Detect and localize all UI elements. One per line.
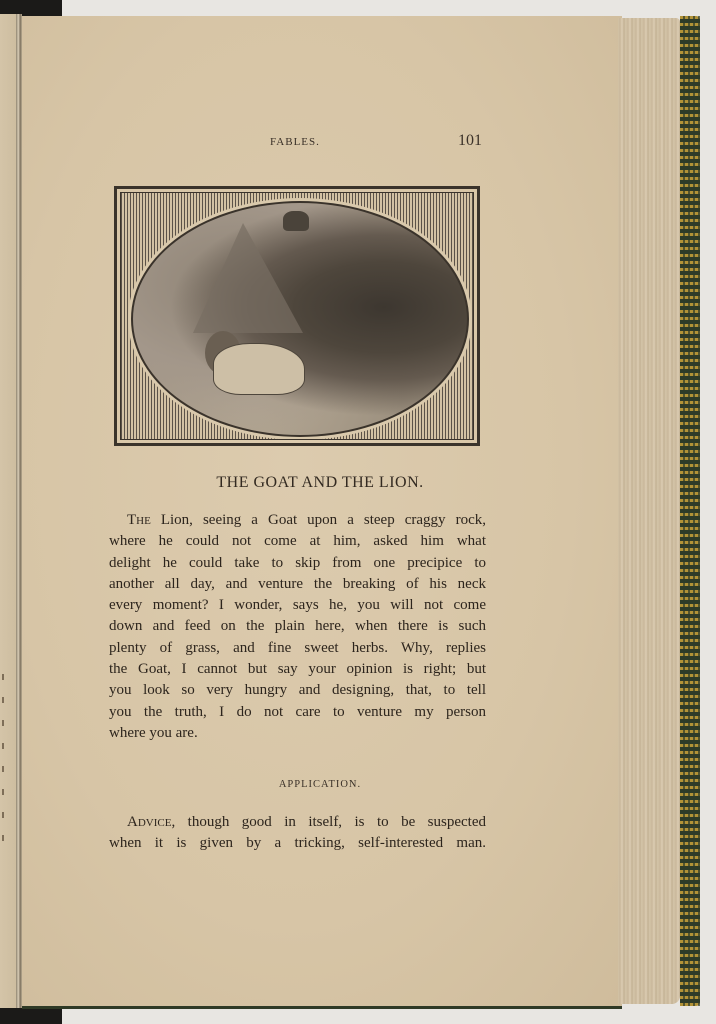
fable-line: The Lion, seeing a Goat upon a steep craggy rock, [127, 512, 486, 528]
fable-line: you look so very hungry and designing, that, to tell [109, 682, 486, 699]
application-body [109, 812, 486, 855]
application-lead-word: Advice [127, 814, 172, 830]
fable-line: down and feed on the plain here, when there is such [109, 618, 486, 635]
fable-line: where you are. [109, 724, 198, 741]
illustration-frame [114, 186, 480, 446]
left-page-text-fragments [2, 674, 8, 874]
application-heading: APPLICATION. [278, 779, 362, 790]
application-line: when it is given by a tricking, self-interested man. [109, 835, 486, 852]
goat-illustration [283, 211, 309, 231]
fable-title: THE GOAT AND THE LION. [216, 474, 424, 491]
illustration-engraving [120, 192, 474, 440]
book-page [22, 16, 622, 1009]
page-block-edges [618, 18, 680, 1004]
fable-lead-word: The [127, 512, 151, 528]
fable-line: delight he could take to skip from one precipice to [109, 554, 486, 571]
page-number: 101 [458, 132, 482, 149]
fable-line: where he could not come at him, asked him what [109, 533, 486, 550]
fable-line: you the truth, I do not care to venture my person [109, 703, 486, 720]
gilt-cover-edge [680, 16, 700, 1006]
running-head: FABLES. [270, 136, 320, 148]
fable-line: the Goat, I cannot but say your opinion is right; but [109, 661, 486, 678]
fable-body [109, 510, 486, 744]
oval-vignette [131, 201, 469, 437]
fable-line: another all day, and venture the breaking of his neck [109, 575, 486, 592]
application-line: Advice, though good in itself, is to be suspected [127, 814, 486, 830]
lion-illustration [213, 343, 305, 395]
fable-line: every moment? I wonder, says he, you will not come [109, 597, 486, 614]
mountain-illustration [193, 223, 303, 333]
fable-line: plenty of grass, and fine sweet herbs. Why, replies [109, 639, 486, 656]
